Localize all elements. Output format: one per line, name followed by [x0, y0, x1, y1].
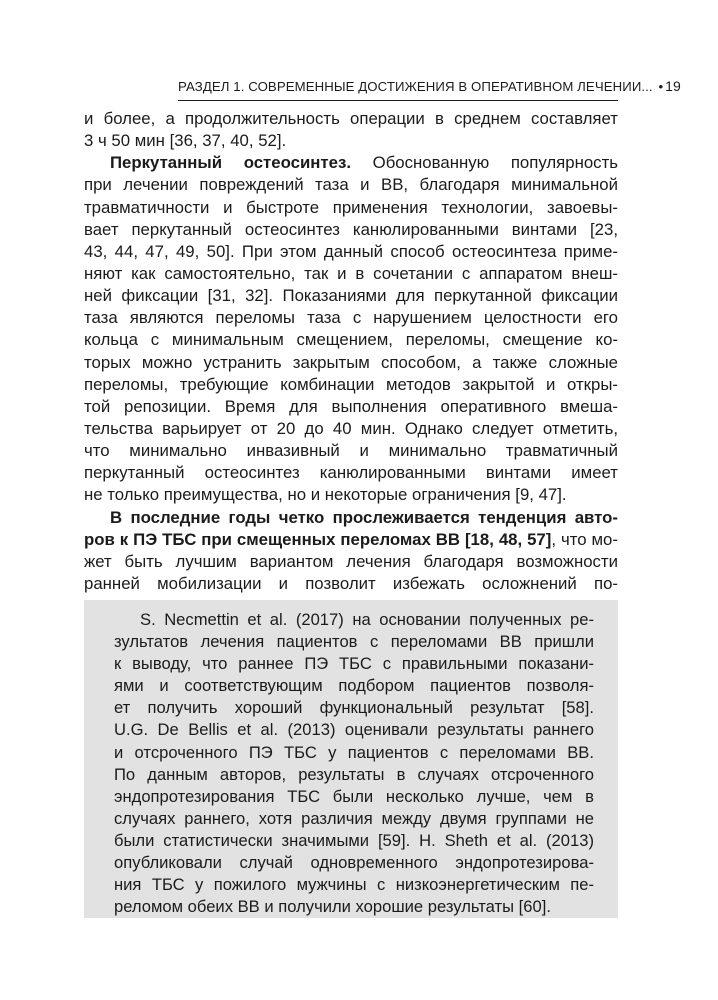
callout-line: ями и соответствующим подбором пациентов позволя- [114, 676, 594, 696]
text-line-bold: В последние годы четко прослеживается тенденция авто- [110, 507, 618, 527]
text-line: травматичности и быстроте применения технологии, завоевы- [84, 197, 618, 217]
text-line: что минимально инвазивный и минимально травматичный [84, 441, 618, 461]
text-line: кольца с минимальным смещением, переломы, смещение ко- [84, 330, 618, 350]
running-header [178, 76, 681, 101]
subheading: Перкутанный остеосинтез. [110, 153, 351, 173]
callout-line: S. Necmettin et al. (2017) на основании полученных ре- [140, 610, 594, 629]
text-line: ранней мобилизации и позволит избежать осложнений по- [84, 573, 618, 593]
text-line: тельства варьирует от 20 до 40 мин. Однако следует отметить, [84, 418, 618, 438]
callout-line: опубликовали случай одновременного эндопротезирова- [114, 853, 594, 873]
text-fragment: , что мо- [551, 529, 618, 549]
callout-line: ния ТБС у пожилого мужчины с низкоэнергетическим пе- [114, 875, 594, 895]
text-line: не только преимущества, но и некоторые ограничения [9, 47]. [84, 485, 567, 505]
text-line: 43, 44, 47, 49, 50]. При этом данный способ остеосинтеза приме- [84, 241, 618, 261]
text-line: няют как самостоятельно, так и в сочетании с аппаратом внеш- [84, 263, 618, 283]
callout-line: U.G. De Bellis et al. (2013) оценивали результаты раннего [114, 720, 594, 740]
text-line: при лечении повреждений таза и ВВ, благодаря минимальной [84, 175, 618, 195]
text-line: той репозиции. Время для выполнения оперативного вмеша- [84, 396, 618, 416]
main-text [84, 108, 618, 617]
callout-line: и отсроченного ПЭ ТБС у пациентов с переломами ВВ. [114, 742, 594, 762]
bold-fragment: ров к ПЭ ТБС при смещенных переломах ВВ [18, 48, 57] [84, 529, 552, 549]
callout-line: к выводу, что раннее ПЭ ТБС с правильными показани- [114, 654, 594, 674]
section-title: РАЗДЕЛ 1. СОВРЕМЕННЫЕ ДОСТИЖЕНИЯ В ОПЕРАТИВНОМ ЛЕЧЕНИИ... [178, 79, 653, 94]
callout-line: По данным авторов, результаты в случаях отсроченного [114, 764, 594, 784]
callout-line: были статистически значимыми [59]. H. Sheth et al. (2013) [114, 830, 594, 850]
callout-line: зультатов лечения пациентов с переломами ВВ пришли [114, 632, 594, 652]
text-line [84, 152, 618, 174]
callout-text [114, 609, 594, 918]
text-line: и более, а продолжительность операции в среднем составляет [84, 109, 618, 128]
callout-box [84, 600, 618, 918]
callout-line: случаях раннего, хотя различия между двумя группами не [114, 808, 594, 828]
text-line: жет быть лучшим вариантом лечения благодаря возможности [84, 551, 618, 571]
text-line: торых можно устранить закрытым способом, а также сложные [84, 352, 618, 372]
text-line [84, 529, 618, 551]
text-line: перкутанный остеосинтез канюлированными винтами имеет [84, 463, 618, 483]
callout-line: эндопротезирования ТБС были несколько лучше, чем в [114, 786, 594, 806]
text-line: переломы, требующие комбинации методов закрытой и откры- [84, 374, 618, 394]
text-line: 3 ч 50 мин [36, 37, 40, 52]. [84, 131, 287, 151]
page-number: 19 [665, 78, 681, 94]
text-line: ней фиксации [31, 32]. Показаниями для перкутанной фиксации [84, 286, 618, 306]
callout-line: ет получить хороший функциональный результат [58]. [114, 698, 594, 718]
header-separator: • [658, 79, 664, 94]
text-fragment: Обоснованную популярность [372, 153, 618, 173]
text-line: таза являются переломы таза с нарушением целостности его [84, 308, 618, 328]
text-line: вает перкутанный остеосинтез канюлированными винтами [23, [84, 219, 618, 239]
callout-line: реломом обеих ВВ и получили хорошие результаты [60]. [114, 897, 551, 917]
